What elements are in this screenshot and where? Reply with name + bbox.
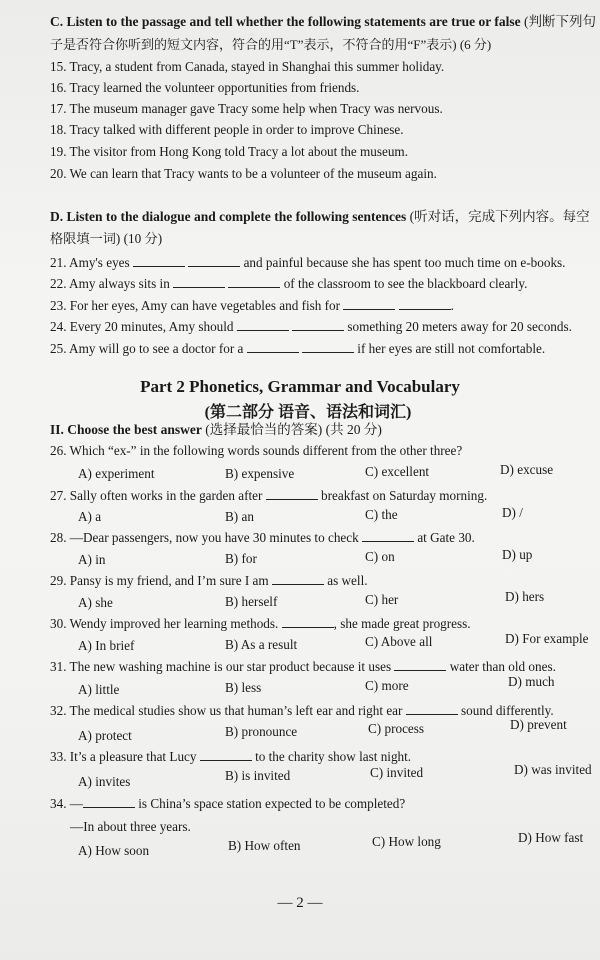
- option-b[interactable]: B) How often: [228, 838, 301, 853]
- answer-blank[interactable]: [406, 702, 458, 715]
- question-33: 33. It’s a pleasure that Lucy to the charity show last night.: [50, 749, 412, 764]
- answer-blank[interactable]: [188, 254, 240, 267]
- question-29: 29. Pansy is my friend, and I’m sure I am as well.: [50, 573, 368, 588]
- answer-blank[interactable]: [247, 340, 299, 353]
- answer-blank[interactable]: [173, 275, 225, 288]
- statement-18: 18. Tracy talked with different people in order to improve Chinese.: [50, 122, 404, 137]
- option-c[interactable]: C) on: [365, 549, 395, 564]
- answer-blank[interactable]: [282, 615, 334, 628]
- answer-blank[interactable]: [399, 297, 451, 310]
- option-a[interactable]: A) protect: [78, 728, 132, 743]
- option-b[interactable]: B) an: [225, 509, 254, 524]
- option-b[interactable]: B) less: [225, 680, 262, 695]
- answer-blank[interactable]: [302, 340, 354, 353]
- section-d-heading-cont: 格限填一词) (10 分): [50, 231, 163, 246]
- answer-blank[interactable]: [266, 487, 318, 500]
- option-d[interactable]: D) /: [502, 505, 523, 520]
- option-a[interactable]: A) little: [78, 682, 120, 697]
- question-26: 26. Which “ex-” in the following words sounds different from the other three?: [50, 443, 463, 458]
- option-c[interactable]: C) How long: [372, 834, 441, 849]
- question-30: 30. Wendy improved her learning methods. , she made great progress.: [50, 616, 471, 631]
- option-c[interactable]: C) more: [365, 678, 409, 693]
- answer-blank[interactable]: [292, 318, 344, 331]
- option-c[interactable]: C) process: [368, 721, 425, 736]
- answer-blank[interactable]: [133, 254, 185, 267]
- sentence-21: 21. Amy's eyes and painful because she has spent too much time on e-books.: [50, 255, 566, 270]
- sentence-22: 22. Amy always sits in of the classroom to see the blackboard clearly.: [50, 276, 528, 291]
- option-a[interactable]: A) in: [78, 552, 106, 567]
- option-b[interactable]: B) herself: [225, 594, 278, 609]
- option-b[interactable]: B) for: [225, 551, 257, 566]
- option-d[interactable]: D) up: [502, 547, 533, 562]
- section-c-heading: C. Listen to the passage and tell whether the following statements are true or false (判断下列句: [50, 14, 596, 29]
- part-2-title: Part 2 Phonetics, Grammar and Vocabulary: [140, 377, 460, 396]
- option-a[interactable]: A) How soon: [78, 843, 150, 858]
- option-d[interactable]: D) prevent: [510, 717, 567, 732]
- answer-blank[interactable]: [394, 658, 446, 671]
- statement-16: 16. Tracy learned the volunteer opportunities from friends.: [50, 80, 360, 95]
- statement-17: 17. The museum manager gave Tracy some help when Tracy was nervous.: [50, 101, 443, 116]
- option-a[interactable]: A) invites: [78, 774, 131, 789]
- question-34: 34. — is China’s space station expected to be completed?: [50, 796, 406, 811]
- section-ii-heading: II. Choose the best answer (选择最恰当的答案) (共 20 分): [50, 422, 382, 437]
- section-d-heading: D. Listen to the dialogue and complete the following sentences (听对话，完成下列内容。每空: [50, 209, 590, 224]
- option-c[interactable]: C) excellent: [365, 464, 430, 479]
- sentence-25: 25. Amy will go to see a doctor for a if her eyes are still not comfortable.: [50, 341, 546, 356]
- page-number: — 2 —: [277, 895, 323, 911]
- option-d[interactable]: D) much: [508, 674, 555, 689]
- question-27: 27. Sally often works in the garden after breakfast on Saturday morning.: [50, 488, 488, 503]
- answer-blank[interactable]: [228, 275, 280, 288]
- option-b[interactable]: B) expensive: [225, 466, 295, 481]
- sentence-23: 23. For her eyes, Amy can have vegetables and fish for .: [50, 298, 454, 313]
- option-b[interactable]: B) pronounce: [225, 724, 298, 739]
- option-b[interactable]: B) As a result: [225, 637, 298, 652]
- option-c[interactable]: C) Above all: [365, 634, 433, 649]
- option-d[interactable]: D) How fast: [518, 830, 584, 845]
- question-34-reply: —In about three years.: [70, 819, 191, 834]
- answer-blank[interactable]: [272, 572, 324, 585]
- answer-blank[interactable]: [200, 748, 252, 761]
- answer-blank[interactable]: [83, 795, 135, 808]
- question-32: 32. The medical studies show us that human’s left ear and right ear sound differently.: [50, 703, 554, 718]
- option-a[interactable]: A) experiment: [78, 466, 155, 481]
- option-d[interactable]: D) was invited: [514, 762, 592, 777]
- option-a[interactable]: A) she: [78, 595, 113, 610]
- question-28: 28. —Dear passengers, now you have 30 minutes to check at Gate 30.: [50, 530, 475, 545]
- option-a[interactable]: A) In brief: [78, 638, 135, 653]
- answer-blank[interactable]: [343, 297, 395, 310]
- answer-blank[interactable]: [237, 318, 289, 331]
- option-d[interactable]: D) excuse: [500, 462, 554, 477]
- section-c-heading-cont: 子是否符合你听到的短文内容，符合的用“T”表示，不符合的用“F”表示) (6 分): [50, 37, 492, 52]
- statement-20: 20. We can learn that Tracy wants to be a volunteer of the museum again.: [50, 166, 437, 181]
- option-a[interactable]: A) a: [78, 509, 102, 524]
- statement-15: 15. Tracy, a student from Canada, stayed in Shanghai this summer holiday.: [50, 59, 445, 74]
- sentence-24: 24. Every 20 minutes, Amy should something 20 meters away for 20 seconds.: [50, 319, 572, 334]
- option-c[interactable]: C) the: [365, 507, 398, 522]
- option-d[interactable]: D) hers: [505, 589, 545, 604]
- option-b[interactable]: B) is invited: [225, 768, 291, 783]
- option-c[interactable]: C) her: [365, 592, 399, 607]
- question-31: 31. The new washing machine is our star product because it uses water than old ones.: [50, 659, 556, 674]
- part-2-subtitle: (第二部分 语音、语法和词汇): [204, 404, 412, 421]
- answer-blank[interactable]: [362, 529, 414, 542]
- statement-19: 19. The visitor from Hong Kong told Tracy a lot about the museum.: [50, 144, 408, 159]
- option-d[interactable]: D) For example: [505, 631, 589, 646]
- option-c[interactable]: C) invited: [370, 765, 424, 780]
